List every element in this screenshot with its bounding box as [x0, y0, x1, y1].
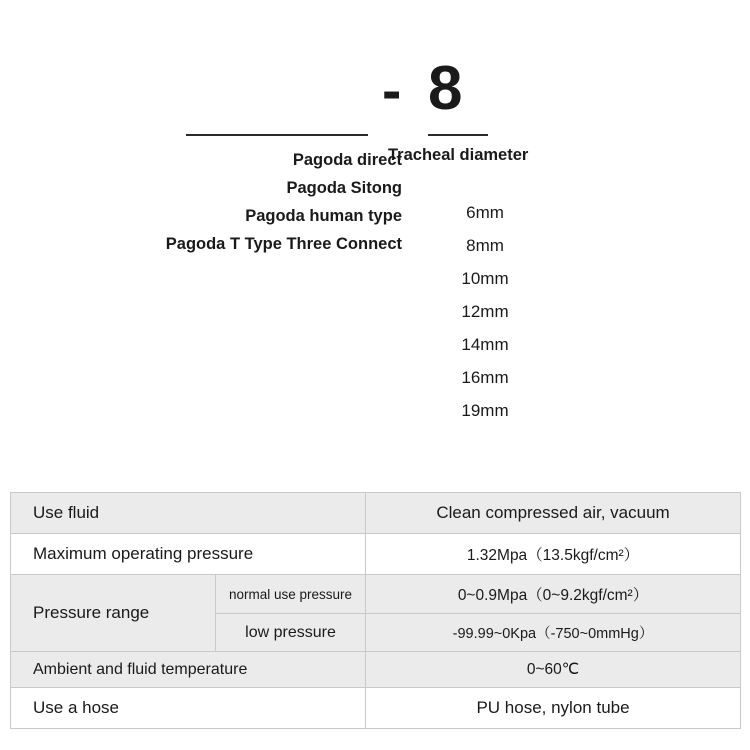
body-style-item: Pagoda Sitong	[286, 179, 402, 197]
spec-label: Use fluid	[11, 493, 366, 534]
tracheal-size-item: 19mm	[461, 401, 509, 420]
spec-sublabel: normal use pressure	[216, 575, 366, 614]
spec-sublabel: low pressure	[216, 614, 366, 652]
spec-label: Ambient and fluid temperature	[11, 652, 366, 688]
spec-value: Clean compressed air, vacuum	[366, 493, 741, 534]
body-style-item: Pagoda T Type Three Connect	[165, 235, 402, 253]
tracheal-underline	[428, 134, 488, 136]
tracheal-diameter-title: Tracheal diameter	[388, 146, 529, 164]
table-row	[11, 534, 741, 575]
spec-value: 0~0.9Mpa（0~9.2kgf/cm²）	[366, 575, 741, 614]
spec-label: Maximum operating pressure	[11, 534, 366, 575]
table-row	[11, 688, 741, 729]
tracheal-size-item: 10mm	[461, 269, 509, 288]
spec-value: PU hose, nylon tube	[366, 688, 741, 729]
tracheal-size-item: 8mm	[466, 236, 504, 255]
spec-label: Use a hose	[11, 688, 366, 729]
tracheal-size-item: 16mm	[461, 368, 509, 387]
tracheal-size-item: 6mm	[466, 203, 504, 222]
specification-table	[10, 492, 741, 729]
model-code-dash: -	[382, 58, 402, 123]
tracheal-size-item: 14mm	[461, 335, 509, 354]
table-row	[11, 575, 741, 614]
spec-value: 1.32Mpa（13.5kgf/cm²）	[366, 534, 741, 575]
body-style-list	[0, 146, 406, 258]
tracheal-diameter-list	[390, 196, 580, 427]
table-row	[11, 493, 741, 534]
spec-label: Pressure range	[11, 575, 216, 652]
body-style-item: Pagoda direct	[292, 151, 402, 169]
table-row	[11, 652, 741, 688]
tracheal-size-item: 12mm	[461, 302, 509, 321]
spec-value: -99.99~0Kpa（-750~0mmHg）	[366, 614, 741, 652]
body-style-underline	[186, 134, 368, 136]
model-code-number: 8	[428, 54, 463, 123]
body-style-item: Pagoda human type	[245, 207, 402, 225]
spec-value: 0~60℃	[366, 652, 741, 688]
